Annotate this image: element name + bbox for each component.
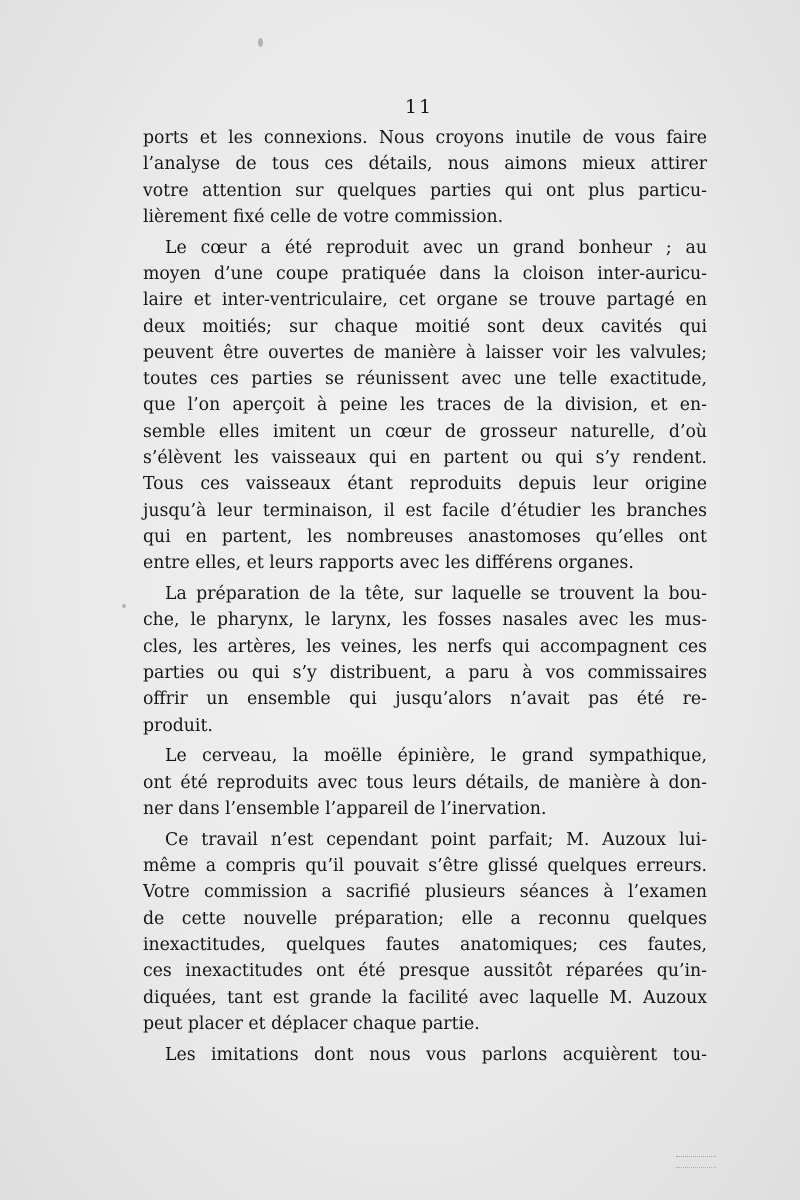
text-line: Tous ces vaisseaux étant reproduits depuis leur origine (143, 474, 707, 495)
text-line: inexactitudes, quelques fautes anatomiques; ces fautes, (143, 934, 707, 955)
text-line: ces inexactitudes ont été presque aussitôt réparées qu’in- (143, 961, 707, 982)
text-line: deux moitiés; sur chaque moitié sont deux cavités qui (143, 316, 707, 337)
text-line: votre attention sur quelques parties qui ont plus particu- (143, 180, 707, 201)
text-line: entre elles, et leurs rapports avec les différens organes. (143, 553, 634, 574)
paragraph (143, 1042, 707, 1068)
text-line: che, le pharynx, le larynx, les fosses nasales avec les mus- (143, 610, 707, 631)
text-line: Les imitations dont nous vous parlons acquièrent tou- (165, 1044, 707, 1065)
text-line: diquées, tant est grande la facilité avec laquelle M. Auzoux (143, 987, 707, 1008)
text-line: Votre commission a sacrifié plusieurs séances à l’examen (143, 882, 707, 903)
text-line: Le cerveau, la moëlle épinière, le grand sympathique, (165, 746, 707, 767)
text-line: l’analyse de tous ces détails, nous aimons mieux attirer (143, 154, 707, 175)
text-line: offrir un ensemble qui jusqu’alors n’avait pas été re- (143, 689, 707, 710)
text-line: ner dans l’ensemble l’appareil de l’inervation. (143, 798, 547, 819)
text-line: peuvent être ouvertes de manière à laisser voir les valvules; (143, 342, 707, 363)
text-line: moyen d’une coupe pratiquée dans la cloison inter-auricu- (143, 263, 707, 284)
paragraph (143, 581, 707, 739)
text-line: ports et les connexions. Nous croyons inutile de vous faire (143, 128, 707, 148)
text-line: La préparation de la tête, sur laquelle se trouvent la bou- (165, 584, 707, 605)
ink-spot (122, 604, 126, 608)
text-line: que l’on aperçoit à peine les traces de la division, et en- (143, 395, 707, 416)
body-text (143, 125, 707, 1072)
text-line: produit. (143, 715, 213, 736)
text-line: semble elles imitent un cœur de grosseur naturelle, d’où (143, 421, 707, 442)
stamp-mark (676, 1156, 716, 1168)
paragraph (143, 743, 707, 822)
text-line: jusqu’à leur terminaison, il est facile d’étudier les branches (143, 500, 707, 521)
text-line: parties ou qui s’y distribuent, a paru à vos commissaires (143, 662, 707, 683)
text-line: cles, les artères, les veines, les nerfs qui accompagnent ces (143, 636, 707, 657)
text-line: qui en partent, les nombreuses anastomoses qu’elles ont (143, 526, 707, 547)
paragraph (143, 235, 707, 577)
text-line: laire et inter-ventriculaire, cet organe se trouve partagé en (143, 290, 707, 311)
text-line: toutes ces parties se réunissent avec une telle exactitude, (143, 369, 707, 390)
text-line: de cette nouvelle préparation; elle a reconnu quelques (143, 908, 707, 929)
text-line: Ce travail n’est cependant point parfait; M. Auzoux lui- (165, 829, 707, 850)
text-line: lièrement fixé celle de votre commission. (143, 206, 504, 227)
text-line: Le cœur a été reproduit avec un grand bonheur ; au (165, 237, 707, 258)
ink-spot (258, 38, 263, 47)
text-line: ont été reproduits avec tous leurs détails, de manière à don- (143, 772, 707, 793)
page-number: 11 (404, 96, 434, 118)
paragraph (143, 125, 707, 230)
text-line: même a compris qu’il pouvait s’être glissé quelques erreurs. (143, 856, 707, 877)
text-line: s’élèvent les vaisseaux qui en partent ou qui s’y rendent. (143, 448, 707, 469)
paragraph (143, 827, 707, 1037)
text-line: peut placer et déplacer chaque partie. (143, 1013, 480, 1034)
